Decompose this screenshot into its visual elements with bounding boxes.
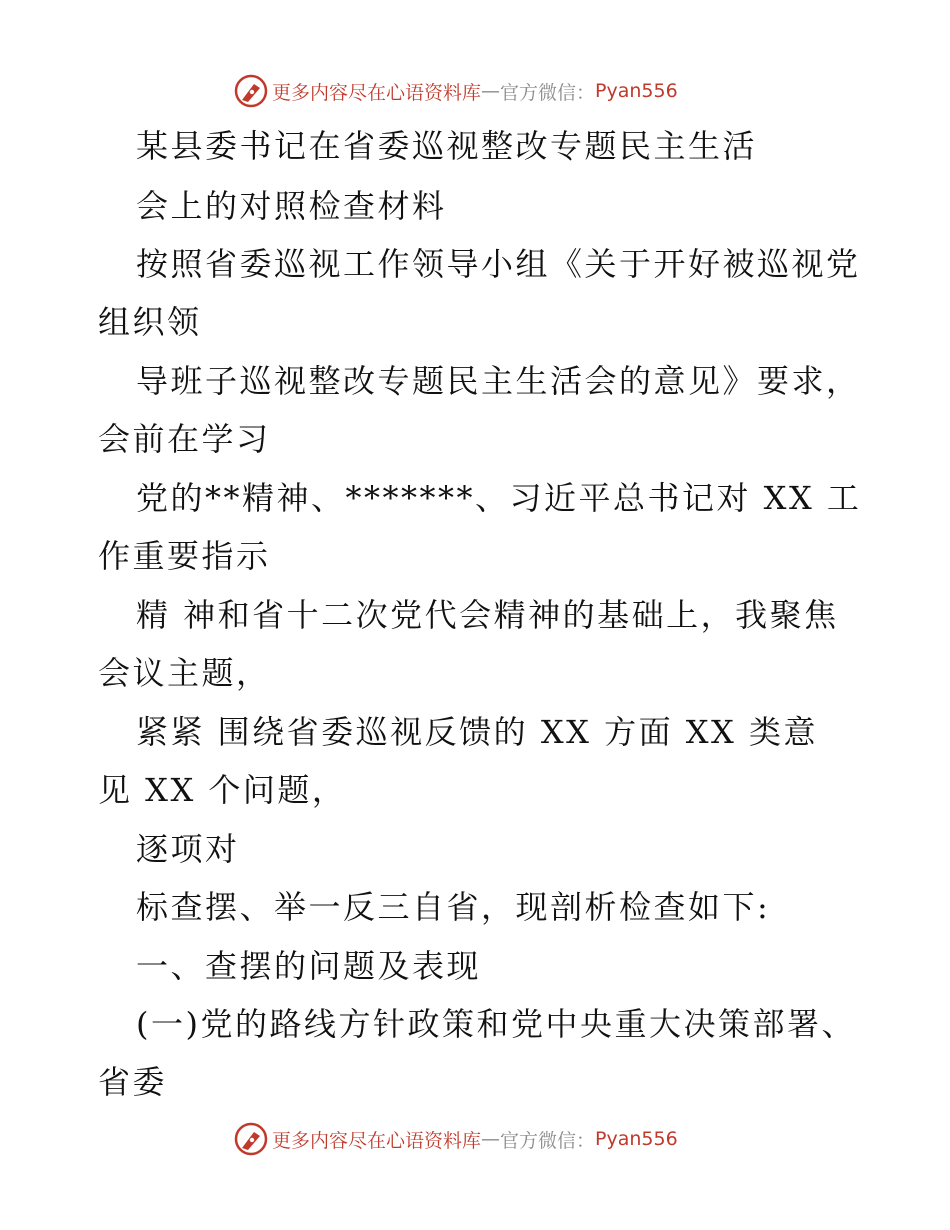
banner-official: 官方微信： xyxy=(500,81,596,104)
paragraph-line: 紧紧 围绕省委巡视反馈的 XX 方面 XX 类意 xyxy=(136,713,818,751)
footer-banner xyxy=(234,1122,678,1156)
banner-brand: 更多内容尽在心语资料库 xyxy=(272,1129,482,1152)
paragraph-line: 作重要指示 xyxy=(98,537,271,575)
paragraph-line: 逐项对 xyxy=(136,830,240,868)
document-title-line-1: 某县委书记在省委巡视整改专题民主生活 xyxy=(136,127,758,165)
banner-separator: — xyxy=(481,1128,501,1150)
paragraph-line: 省委 xyxy=(98,1063,168,1101)
pen-nib-logo-icon xyxy=(234,1122,268,1156)
subsection-heading: (一)党的路线方针政策和党中央重大决策部署、 xyxy=(136,1005,856,1043)
banner-account: Pyan556 xyxy=(595,1128,678,1150)
paragraph-line: 会议主题， xyxy=(98,654,271,692)
paragraph-line: 见 XX 个问题， xyxy=(98,771,347,809)
paragraph-line: 标查摆、举一反三自省，现剖析检查如下: xyxy=(136,888,771,926)
paragraph-line: 精 神和省十二次党代会精神的基础上，我聚焦 xyxy=(136,596,839,634)
banner-separator: — xyxy=(481,80,501,102)
paragraph-line: 党的**精神、*******、习近平总书记对 XX 工 xyxy=(136,479,862,517)
paragraph-line: 导班子巡视整改专题民主生活会的意见》要求， xyxy=(136,362,861,400)
banner-brand: 更多内容尽在心语资料库 xyxy=(272,81,482,104)
document-title-line-2: 会上的对照检查材料 xyxy=(136,187,447,225)
paragraph-line: 按照省委巡视工作领导小组《关于开好被巡视党 xyxy=(136,245,861,283)
banner-official: 官方微信： xyxy=(500,1129,596,1152)
banner-account: Pyan556 xyxy=(595,80,678,102)
paragraph-line: 组织领 xyxy=(98,303,202,341)
paragraph-line: 会前在学习 xyxy=(98,420,271,458)
section-heading: 一、查摆的问题及表现 xyxy=(136,947,482,985)
